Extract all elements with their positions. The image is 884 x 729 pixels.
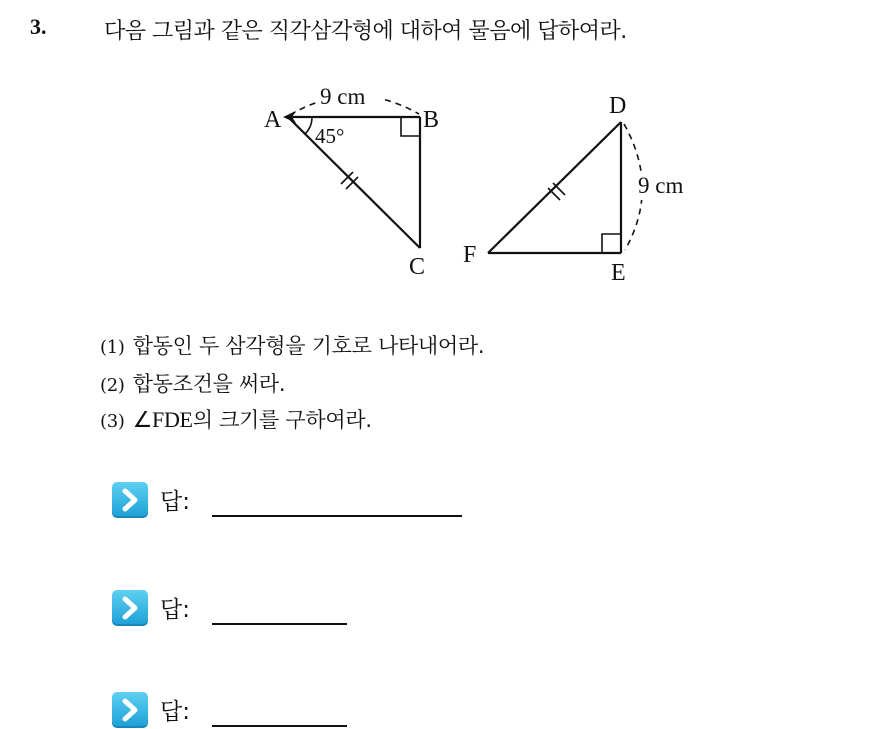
chevron-right-icon xyxy=(112,482,148,518)
tick-mark-df-2 xyxy=(553,183,565,195)
label-d: D xyxy=(609,93,627,119)
right-angle-mark-e xyxy=(602,234,621,253)
answer-label: 답: xyxy=(160,699,190,725)
chevron-right-icon xyxy=(112,590,148,626)
subquestion-2-text: 합동조건을 써라. xyxy=(132,372,286,396)
angle-arc-a xyxy=(305,117,312,134)
label-e: E xyxy=(611,260,626,286)
chevron-right-icon xyxy=(112,692,148,728)
tick-mark-ac-2 xyxy=(346,177,358,189)
label-a: A xyxy=(264,107,282,133)
subquestion-1-text: 합동인 두 삼각형을 기호로 나타내어라. xyxy=(132,334,485,358)
answer-label: 답: xyxy=(160,597,190,623)
triangle-figure xyxy=(0,0,884,300)
right-angle-mark-b xyxy=(401,117,420,136)
angle-fde: ∠FDE xyxy=(132,407,193,432)
subquestion-3-number: (3) xyxy=(100,411,125,432)
label-b: B xyxy=(423,107,440,133)
triangle-def xyxy=(488,122,621,253)
subquestion-3 xyxy=(100,404,372,434)
question-text: 다음 그림과 같은 직각삼각형에 대하여 물음에 답하여라. xyxy=(104,19,627,44)
subquestion-2 xyxy=(100,368,285,398)
subquestion-3-text: 의 크기를 구하여라. xyxy=(192,408,372,432)
tick-mark-df-1 xyxy=(548,188,560,200)
label-f: F xyxy=(463,242,477,268)
answer-blank-1[interactable] xyxy=(212,515,462,517)
label-45-degrees: 45° xyxy=(315,124,345,148)
triangle-abc xyxy=(288,117,420,248)
subquestion-2-number: (2) xyxy=(100,375,125,396)
subquestion-1 xyxy=(100,330,484,360)
tick-mark-ac-1 xyxy=(341,172,353,184)
answer-blank-2[interactable] xyxy=(212,623,347,625)
label-9cm-de: 9 cm xyxy=(638,173,684,198)
question-number: 3. xyxy=(30,14,47,39)
answer-blank-3[interactable] xyxy=(212,725,347,727)
subquestion-1-number: (1) xyxy=(100,337,125,358)
answer-label: 답: xyxy=(160,489,190,515)
label-c: C xyxy=(409,254,426,280)
label-9cm-ab: 9 cm xyxy=(320,84,366,109)
